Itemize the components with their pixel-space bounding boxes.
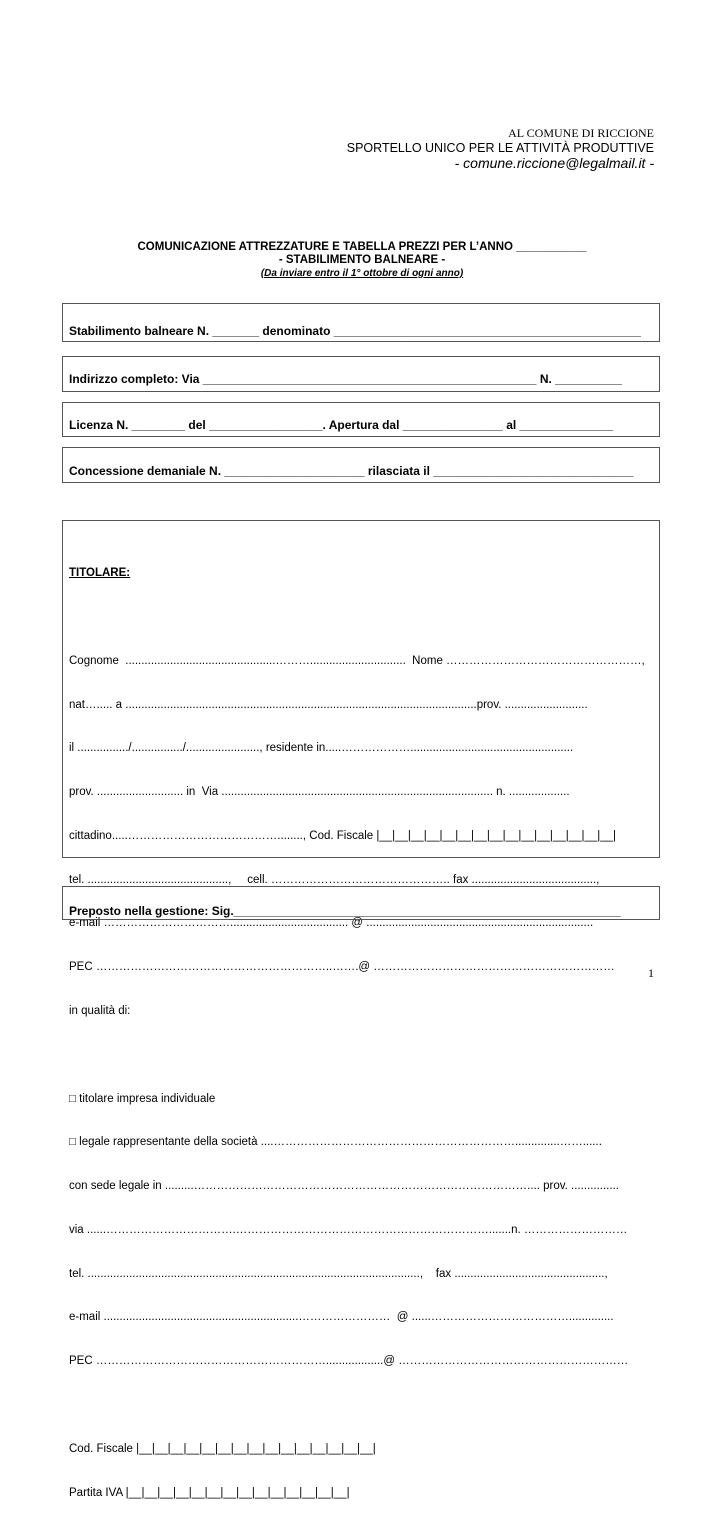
titolare-line[interactable]: e-mail ……………………………..................................... @ ....................................................................... (69, 917, 594, 930)
titolare-line[interactable]: prov. ........................... in Via ..................................................................................... n. ................... (69, 786, 570, 799)
indirizzo-box (62, 356, 660, 392)
stabilimento-field[interactable]: Stabilimento balneare N. _______ denominato ______________________________________________ (69, 324, 641, 338)
titolare-line[interactable]: e-mail .............................................................…………………… @ ......……………………………….............. (69, 1311, 614, 1324)
office-name: SPORTELLO UNICO PER LE ATTIVITÀ PRODUTTIVE (346, 141, 654, 155)
titolare-line[interactable]: Cognome ...............................................……….............................. Nome ……………………………………………, (69, 654, 645, 667)
indirizzo-field[interactable]: Indirizzo completo: Via __________________________________________________ N. __________ (69, 372, 622, 386)
titolare-line[interactable]: Cod. Fiscale |__|__|__|__|__|__|__|__|__|__|__|__|__|__|__| (69, 1442, 376, 1455)
page-number: 1 (648, 966, 654, 980)
preposto-box (62, 886, 660, 920)
titolare-line[interactable]: il ................/................/......................., residente in.....………………................................................... (69, 742, 574, 755)
preposto-field[interactable]: Preposto nella gestione: Sig.__________________________________________________________ (69, 904, 621, 918)
document-title: COMUNICAZIONE ATTREZZATURE E TABELLA PREZZI PER L’ANNO ___________ (137, 241, 587, 253)
titolare-line[interactable]: cittadino.....…………………………………........, Cod. Fiscale |__|__|__|__|__|__|__|__|__|__|__|__|__|__|__| (69, 829, 617, 842)
titolare-line (69, 610, 645, 625)
titolare-heading: TITOLARE: (69, 567, 131, 580)
document-subtitle: - STABILIMENTO BALNEARE - (278, 254, 446, 266)
titolare-line[interactable]: via ......…………………………….………………………………………………………….......n. ……………………… (69, 1223, 628, 1236)
titolare-line: in qualità di: (69, 1005, 131, 1017)
titolare-line[interactable]: PEC ……………………………………………………..................@ …………………………………………………… (69, 1355, 629, 1368)
titolare-line[interactable]: con sede legale in .........…………………………………………………………………………….... prov. ............... (69, 1180, 619, 1193)
titolare-line[interactable]: tel. ........................................................................................................, fax ..............................................., (69, 1267, 608, 1280)
document-note: (Da inviare entro il 1° ottobre di ogni anno) (260, 268, 464, 279)
licenza-box (62, 402, 660, 437)
checkbox-individual[interactable]: □ titolare impresa individuale (69, 1092, 216, 1105)
recipient-line: AL COMUNE DI RICCIONE (508, 126, 654, 140)
titolare-line (69, 1048, 645, 1063)
titolare-line[interactable]: Partita IVA |__|__|__|__|__|__|__|__|__|__|__|__|__|__| (69, 1486, 350, 1499)
titolare-section[interactable] (69, 537, 645, 1529)
office-email: - comune.riccione@legalmail.it - (454, 155, 654, 171)
titolare-line[interactable]: PEC ……………………………………………………..…….@ ……………………………………………………… (69, 961, 615, 974)
titolare-line[interactable]: nat…..... a ..............................................................................................................prov. .......................... (69, 698, 588, 711)
titolare-line (69, 1398, 645, 1413)
licenza-field[interactable]: Licenza N. ________ del _________________. Apertura dal _______________ al ______________ (69, 418, 613, 432)
concessione-box (62, 447, 660, 483)
stabilimento-box (62, 303, 660, 342)
concessione-field[interactable]: Concessione demaniale N. _____________________ rilasciata il ______________________________ (69, 464, 634, 478)
titolare-line[interactable]: tel. ............................................, cell. ……………………………………….. fax ......................................., (69, 873, 600, 886)
checkbox-company[interactable]: □ legale rappresentante della società ....………………………………………………………..............……...... (69, 1136, 602, 1149)
